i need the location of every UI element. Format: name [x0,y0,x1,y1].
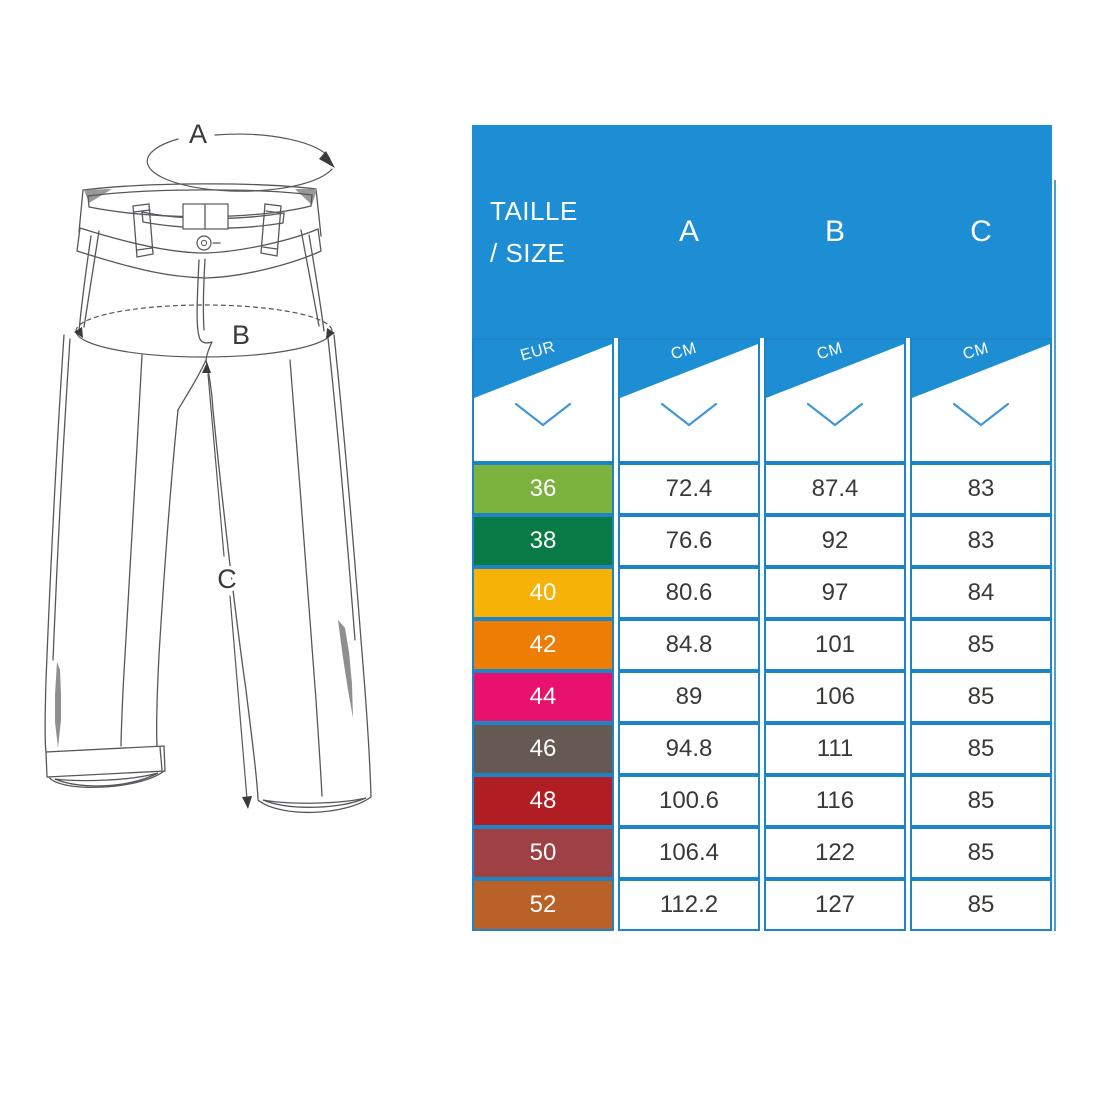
measure-a-label: A [188,119,208,149]
value-cell-c: 84 [910,567,1052,619]
chevron-down-icon [806,402,864,428]
value-cell-b: 116 [764,775,906,827]
table-right-edge-line [1054,180,1056,931]
size-table [472,125,1052,931]
size-cell: 40 [472,567,614,619]
value-cell-b: 127 [764,879,906,931]
value-cell-c: 85 [910,671,1052,723]
measurement-b [74,305,335,357]
unit-label-eur: EUR [518,338,558,365]
size-cell: 50 [472,827,614,879]
size-column-header [472,190,614,274]
value-cell-b: 101 [764,619,906,671]
pants-legs [45,335,371,812]
size-cell: 44 [472,671,614,723]
size-cell: 36 [472,463,614,515]
column-header-c: C [970,214,992,248]
value-cell-a: 100.6 [618,775,760,827]
size-header-line1: TAILLE [490,195,578,226]
value-cell-a: 76.6 [618,515,760,567]
unit-label-cm-b: CM [815,339,845,364]
column-header-b: B [824,214,845,248]
value-cell-a: 80.6 [618,567,760,619]
value-cell-a: 89 [618,671,760,723]
size-cell: 48 [472,775,614,827]
measure-b-label: B [231,320,251,350]
value-cell-c: 85 [910,619,1052,671]
unit-cell-c [910,338,1052,463]
unit-label-cm-a: CM [669,339,699,364]
pants-waistband [77,184,324,360]
chevron-down-icon [660,402,718,428]
measurement-c [202,362,252,809]
value-cell-a: 106.4 [618,827,760,879]
value-cell-b: 92 [764,515,906,567]
value-cell-a: 112.2 [618,879,760,931]
value-cell-c: 85 [910,827,1052,879]
size-cell: 52 [472,879,614,931]
size-header-line2: / SIZE [490,237,566,268]
measurement-a [147,119,335,191]
chevron-down-icon [952,402,1010,428]
unit-label-cm-c: CM [961,339,991,364]
value-cell-c: 85 [910,775,1052,827]
value-cell-c: 83 [910,463,1052,515]
size-cell: 42 [472,619,614,671]
size-cell: 38 [472,515,614,567]
value-cell-b: 97 [764,567,906,619]
value-cell-a: 94.8 [618,723,760,775]
unit-cell-b [764,338,906,463]
value-cell-b: 111 [764,723,906,775]
value-cell-c: 83 [910,515,1052,567]
pants-diagram [0,0,460,860]
value-cell-b: 106 [764,671,906,723]
units-row [472,338,1052,463]
column-header-a: A [678,214,699,248]
value-cell-a: 72.4 [618,463,760,515]
size-cell: 46 [472,723,614,775]
value-cell-b: 87.4 [764,463,906,515]
size-data-grid [472,463,1052,931]
measure-c-label: C [217,564,237,594]
value-cell-a: 84.8 [618,619,760,671]
unit-cell-size [472,338,614,463]
value-cell-b: 122 [764,827,906,879]
chevron-down-icon [514,402,572,428]
unit-cell-a [618,338,760,463]
value-cell-c: 85 [910,879,1052,931]
value-cell-c: 85 [910,723,1052,775]
table-header [472,125,1052,338]
